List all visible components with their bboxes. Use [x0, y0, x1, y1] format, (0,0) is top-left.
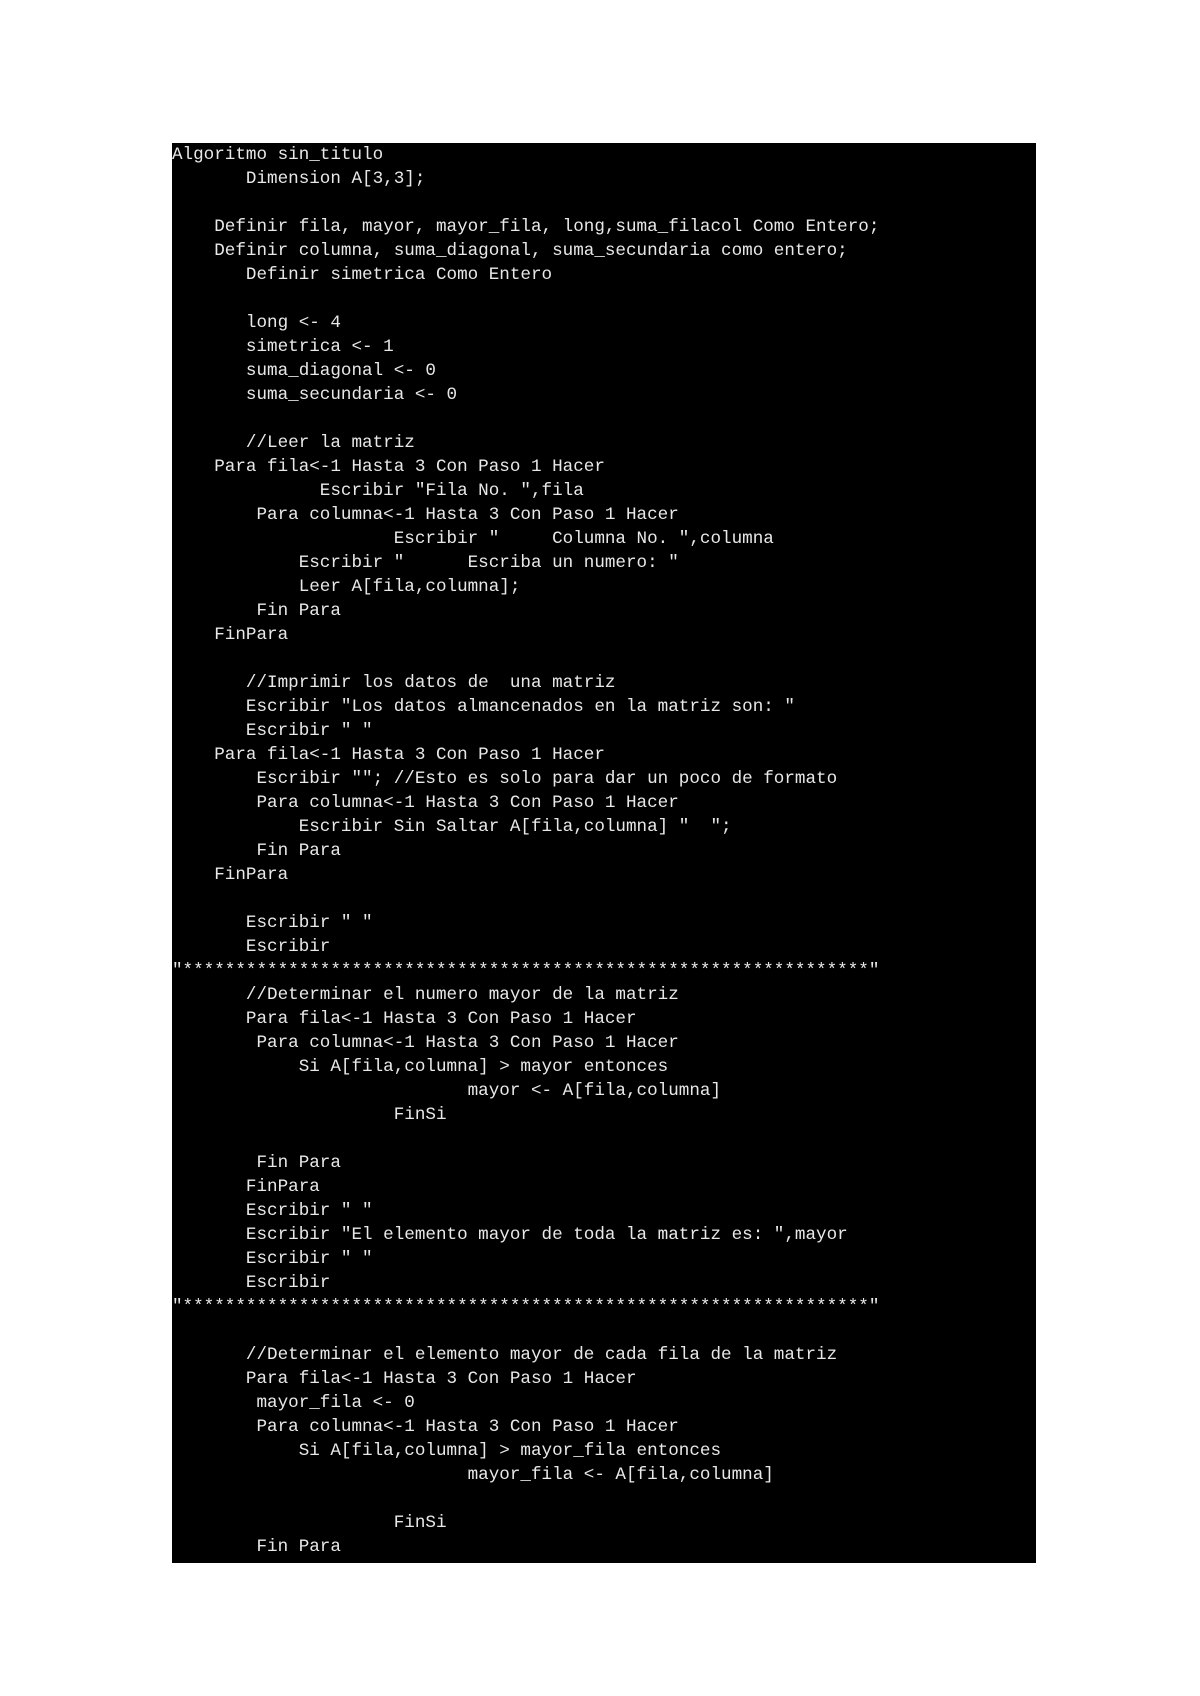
code-line: Definir fila, mayor, mayor_fila, long,suma_filacol Como Entero; — [172, 217, 880, 237]
code-line: FinPara — [172, 1177, 320, 1197]
code-line: Escribir " " — [172, 1201, 373, 1221]
code-line: Si A[fila,columna] > mayor_fila entonces — [172, 1441, 722, 1461]
code-line: Para columna<-1 Hasta 3 Con Paso 1 Hacer — [172, 793, 679, 813]
code-line: Escribir "Fila No. ",fila — [172, 481, 584, 501]
code-line: Escribir " " — [172, 721, 373, 741]
code-line: //Leer la matriz — [172, 433, 415, 453]
code-line — [172, 191, 1036, 215]
separator-line: "*****************************************************************" — [172, 1297, 880, 1317]
code-line — [172, 1487, 1036, 1511]
code-line: Fin Para — [172, 1537, 341, 1557]
code-line: FinPara — [172, 625, 289, 645]
code-line: suma_secundaria <- 0 — [172, 385, 458, 405]
code-line: Escribir Sin Saltar A[fila,columna] " "; — [172, 817, 732, 837]
code-line: Definir columna, suma_diagonal, suma_secundaria como entero; — [172, 241, 848, 261]
code-screenshot-panel — [172, 143, 1036, 1563]
code-line — [172, 287, 1036, 311]
code-line: mayor <- A[fila,columna] — [172, 1081, 722, 1101]
code-line: mayor_fila <- 0 — [172, 1393, 415, 1413]
code-line: Escribir — [172, 1273, 331, 1293]
code-line: Escribir " Columna No. ",columna — [172, 529, 774, 549]
code-line: //Imprimir los datos de una matriz — [172, 673, 616, 693]
code-line: simetrica <- 1 — [172, 337, 394, 357]
code-line: //Determinar el elemento mayor de cada fila de la matriz — [172, 1345, 838, 1365]
code-line: Para fila<-1 Hasta 3 Con Paso 1 Hacer — [172, 745, 605, 765]
code-line: Algoritmo sin_titulo — [172, 145, 384, 165]
code-line: Escribir "Los datos almancenados en la matriz son: " — [172, 697, 795, 717]
code-line — [172, 887, 1036, 911]
code-line — [172, 1319, 1036, 1343]
code-line: Para fila<-1 Hasta 3 Con Paso 1 Hacer — [172, 1369, 637, 1389]
code-line: Para columna<-1 Hasta 3 Con Paso 1 Hacer — [172, 1417, 679, 1437]
code-listing — [172, 143, 1036, 1559]
separator-line: "*****************************************************************" — [172, 961, 880, 981]
code-line: Leer A[fila,columna]; — [172, 577, 521, 597]
code-line: Escribir " Escriba un numero: " — [172, 553, 679, 573]
code-line: FinSi — [172, 1105, 447, 1125]
code-line: Para columna<-1 Hasta 3 Con Paso 1 Hacer — [172, 1033, 679, 1053]
code-line: FinPara — [172, 865, 289, 885]
code-line: Para columna<-1 Hasta 3 Con Paso 1 Hacer — [172, 505, 679, 525]
code-line: Escribir " " — [172, 1249, 373, 1269]
code-line: Escribir " " — [172, 913, 373, 933]
code-line: suma_diagonal <- 0 — [172, 361, 436, 381]
code-line: mayor_fila <- A[fila,columna] — [172, 1465, 774, 1485]
code-line: //Determinar el numero mayor de la matriz — [172, 985, 679, 1005]
code-line: Para fila<-1 Hasta 3 Con Paso 1 Hacer — [172, 457, 605, 477]
code-line: Escribir — [172, 937, 331, 957]
code-line — [172, 647, 1036, 671]
code-line: Si A[fila,columna] > mayor entonces — [172, 1057, 669, 1077]
code-line: Para fila<-1 Hasta 3 Con Paso 1 Hacer — [172, 1009, 637, 1029]
code-line — [172, 407, 1036, 431]
code-line: Fin Para — [172, 601, 341, 621]
code-line — [172, 1127, 1036, 1151]
code-line: FinSi — [172, 1513, 447, 1533]
code-line: Fin Para — [172, 1153, 341, 1173]
code-line: Dimension A[3,3]; — [172, 169, 426, 189]
code-line: Escribir ""; //Esto es solo para dar un poco de formato — [172, 769, 838, 789]
code-line: Definir simetrica Como Entero — [172, 265, 553, 285]
code-line: long <- 4 — [172, 313, 341, 333]
code-line: Fin Para — [172, 841, 341, 861]
code-line: Escribir "El elemento mayor de toda la matriz es: ",mayor — [172, 1225, 848, 1245]
